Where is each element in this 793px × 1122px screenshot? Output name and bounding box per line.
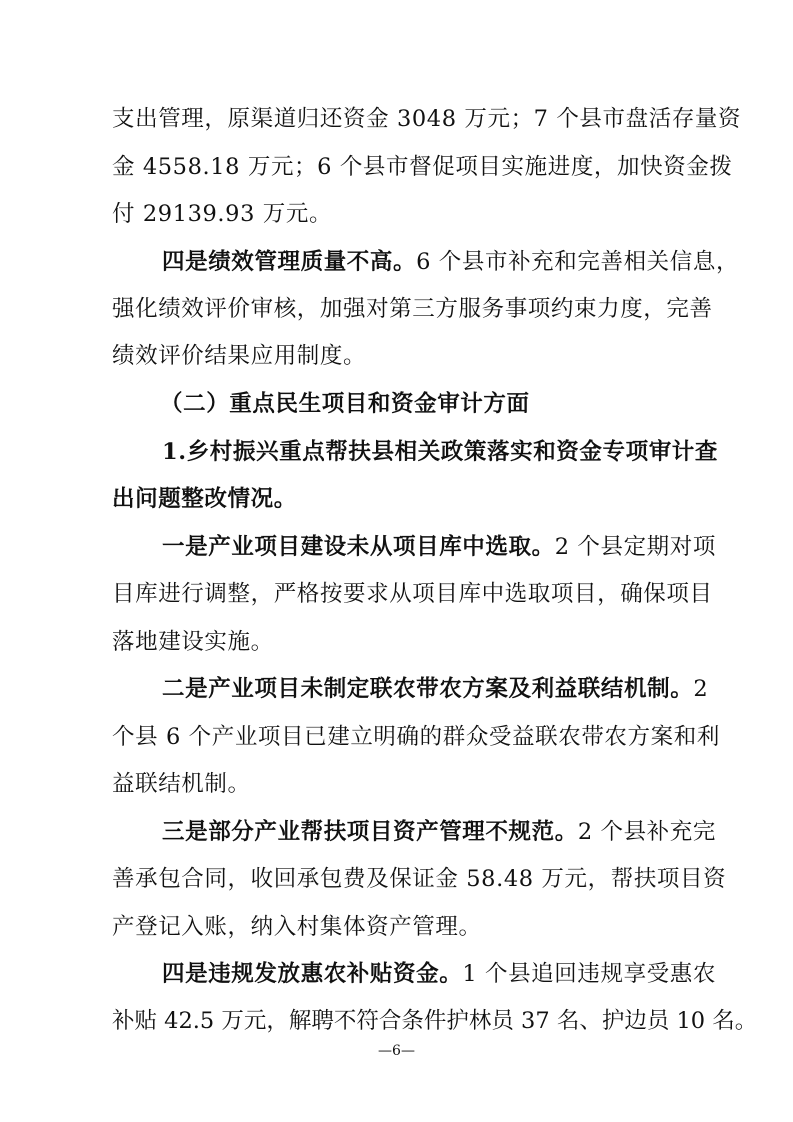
- paragraph-first-line: [162, 674, 708, 704]
- paragraph-text: 2 个县定期对项: [554, 534, 716, 560]
- paragraph-line: 目库进行调整，严格按要求从项目库中选取项目，确保项目: [112, 581, 713, 607]
- paragraph-text: 2: [693, 676, 709, 702]
- paragraph-line: 产登记入账，纳入村集体资产管理。: [112, 914, 482, 940]
- paragraph-first-line: [162, 247, 739, 277]
- paragraph-line: 金 4558.18 万元；6 个县市督促项目实施进度，加快资金拨: [112, 154, 733, 180]
- paragraph-first-line: [162, 532, 716, 562]
- paragraph-first-line: [162, 959, 716, 989]
- paragraph-text: 2 个县补充完: [577, 819, 716, 845]
- paragraph-line: 强化绩效评价审核，加强对第三方服务事项约束力度，完善: [112, 296, 713, 322]
- paragraph-line: 支出管理，原渠道归还资金 3048 万元；7 个县市盘活存量资: [112, 106, 742, 132]
- subsection-heading: 1.乡村振兴重点帮扶县相关政策落实和资金专项审计查: [162, 439, 718, 465]
- paragraph-line: 绩效评价结果应用制度。: [112, 343, 367, 369]
- paragraph-line: 善承包合同，收回承包费及保证金 58.48 万元，帮扶项目资: [112, 866, 727, 892]
- paragraph-line: 落地建设实施。: [112, 629, 274, 655]
- paragraph-line: 个县 6 个产业项目已建立明确的群众受益联农带农方案和利: [112, 724, 720, 750]
- paragraph-line: 补贴 42.5 万元，解聘不符合条件护林员 37 名、护边员 10 名。: [112, 1008, 758, 1034]
- section-heading: （二）重点民生项目和资金审计方面: [160, 391, 530, 417]
- paragraph-text: 1 个县追回违规享受惠农: [462, 961, 716, 987]
- page-number: —6—: [378, 1043, 415, 1059]
- paragraph-first-line: [162, 817, 716, 847]
- paragraph-lead-heading: 四是违规发放惠农补贴资金。: [162, 961, 463, 987]
- paragraph-line: 益联结机制。: [112, 771, 251, 797]
- paragraph-line: 付 29139.93 万元。: [112, 201, 333, 227]
- paragraph-lead-heading: 四是绩效管理质量不高。: [162, 249, 417, 275]
- paragraph-lead-heading: 二是产业项目未制定联农带农方案及利益联结机制。: [162, 676, 694, 702]
- subsection-heading-line: 出问题整改情况。: [112, 486, 297, 512]
- paragraph-lead-heading: 三是部分产业帮扶项目资产管理不规范。: [162, 819, 578, 845]
- paragraph-lead-heading: 一是产业项目建设未从项目库中选取。: [162, 534, 555, 560]
- paragraph-text: 6 个县市补充和完善相关信息，: [416, 249, 740, 275]
